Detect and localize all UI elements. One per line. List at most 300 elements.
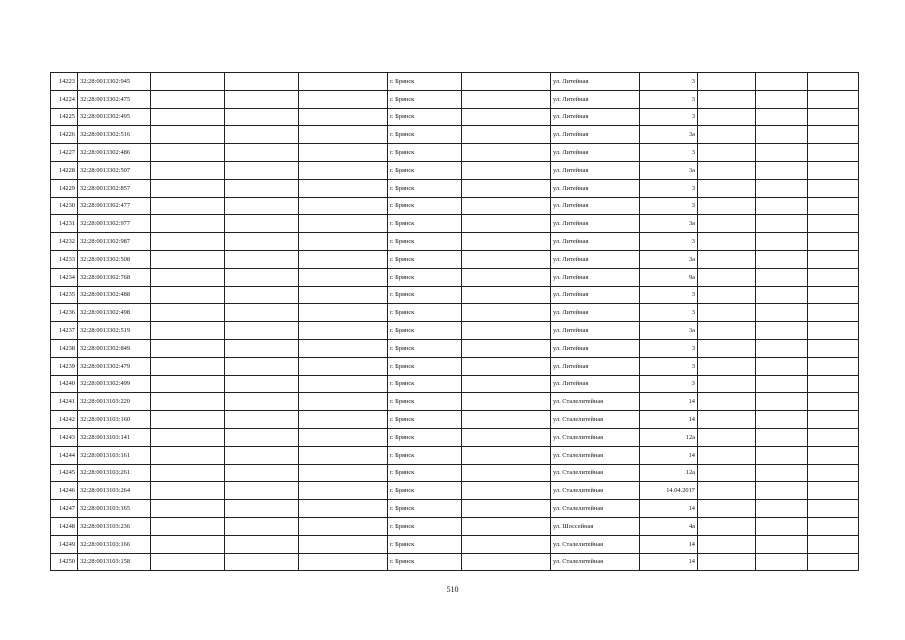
cell-cadastral-number: 32:28:0013302:488 xyxy=(78,286,151,304)
cell-house: 14 xyxy=(640,500,698,518)
cell-house: 3а xyxy=(640,161,698,179)
cell-record-number: 14250 xyxy=(51,553,78,571)
cell-empty xyxy=(756,197,808,215)
cell-empty xyxy=(299,535,388,553)
cell-empty xyxy=(698,339,756,357)
cell-empty xyxy=(756,446,808,464)
cell-empty xyxy=(698,482,756,500)
cell-empty xyxy=(756,428,808,446)
table-row xyxy=(51,215,859,233)
cell-empty xyxy=(299,517,388,535)
cell-city: г. Брянск xyxy=(388,357,462,375)
cell-house: 3 xyxy=(640,73,698,91)
cell-house: 14 xyxy=(640,393,698,411)
table-row xyxy=(51,428,859,446)
cell-record-number: 14239 xyxy=(51,357,78,375)
cell-empty xyxy=(756,375,808,393)
cell-street: ул. Литейная xyxy=(551,144,640,162)
cell-empty xyxy=(462,215,551,233)
cell-house: 14.04.2017 xyxy=(640,482,698,500)
cell-empty xyxy=(225,161,299,179)
cell-empty xyxy=(299,482,388,500)
cell-empty xyxy=(462,108,551,126)
cell-house: 3а xyxy=(640,215,698,233)
cell-street: ул. Литейная xyxy=(551,197,640,215)
cell-city: г. Брянск xyxy=(388,304,462,322)
cell-record-number: 14243 xyxy=(51,428,78,446)
cell-empty xyxy=(698,108,756,126)
cell-record-number: 14247 xyxy=(51,500,78,518)
table-row xyxy=(51,108,859,126)
cell-record-number: 14244 xyxy=(51,446,78,464)
cell-empty xyxy=(698,233,756,251)
cell-empty xyxy=(299,126,388,144)
table-row xyxy=(51,197,859,215)
cell-empty xyxy=(151,144,225,162)
cell-empty xyxy=(698,250,756,268)
cell-empty xyxy=(808,500,859,518)
cell-record-number: 14249 xyxy=(51,535,78,553)
cell-city: г. Брянск xyxy=(388,500,462,518)
cell-empty xyxy=(808,304,859,322)
cell-record-number: 14241 xyxy=(51,393,78,411)
cell-empty xyxy=(151,161,225,179)
cell-empty xyxy=(462,482,551,500)
cell-empty xyxy=(299,161,388,179)
cell-empty xyxy=(151,108,225,126)
cell-empty xyxy=(151,73,225,91)
cell-city: г. Брянск xyxy=(388,464,462,482)
cell-record-number: 14236 xyxy=(51,304,78,322)
cell-record-number: 14237 xyxy=(51,322,78,340)
cell-empty xyxy=(808,108,859,126)
cell-house: 14 xyxy=(640,411,698,429)
cell-house: 3 xyxy=(640,108,698,126)
cell-cadastral-number: 32:28:0013103:236 xyxy=(78,517,151,535)
cell-empty xyxy=(151,90,225,108)
cell-city: г. Брянск xyxy=(388,393,462,411)
cell-street: ул. Литейная xyxy=(551,357,640,375)
cell-empty xyxy=(756,161,808,179)
cell-empty xyxy=(225,517,299,535)
cell-empty xyxy=(756,286,808,304)
table-row xyxy=(51,464,859,482)
cell-empty xyxy=(225,304,299,322)
cell-empty xyxy=(151,322,225,340)
cell-empty xyxy=(225,339,299,357)
cell-cadastral-number: 32:28:0013103:261 xyxy=(78,464,151,482)
cell-empty xyxy=(151,446,225,464)
cell-empty xyxy=(756,553,808,571)
cell-empty xyxy=(462,446,551,464)
cell-empty xyxy=(151,250,225,268)
cell-street: ул. Литейная xyxy=(551,90,640,108)
cell-record-number: 14238 xyxy=(51,339,78,357)
cell-empty xyxy=(698,553,756,571)
cell-empty xyxy=(808,286,859,304)
table-row xyxy=(51,286,859,304)
cell-empty xyxy=(462,233,551,251)
cell-cadastral-number: 32:28:0013302:499 xyxy=(78,375,151,393)
cell-empty xyxy=(756,126,808,144)
table-row xyxy=(51,322,859,340)
cell-record-number: 14226 xyxy=(51,126,78,144)
cell-city: г. Брянск xyxy=(388,108,462,126)
cell-cadastral-number: 32:28:0013302:857 xyxy=(78,179,151,197)
cell-empty xyxy=(756,215,808,233)
table-row xyxy=(51,482,859,500)
cell-street: ул. Литейная xyxy=(551,179,640,197)
table-row xyxy=(51,411,859,429)
cell-empty xyxy=(151,215,225,233)
cell-empty xyxy=(808,375,859,393)
table-row xyxy=(51,357,859,375)
cell-cadastral-number: 32:28:0013302:849 xyxy=(78,339,151,357)
cell-city: г. Брянск xyxy=(388,322,462,340)
cell-house: 14 xyxy=(640,535,698,553)
cell-empty xyxy=(299,108,388,126)
cell-city: г. Брянск xyxy=(388,90,462,108)
cell-empty xyxy=(225,357,299,375)
cell-empty xyxy=(299,179,388,197)
cell-record-number: 14230 xyxy=(51,197,78,215)
cell-house: 3 xyxy=(640,375,698,393)
cell-empty xyxy=(462,322,551,340)
cell-empty xyxy=(299,446,388,464)
cell-empty xyxy=(808,322,859,340)
cell-empty xyxy=(299,375,388,393)
cell-empty xyxy=(299,428,388,446)
cell-empty xyxy=(299,233,388,251)
cell-empty xyxy=(225,446,299,464)
cell-empty xyxy=(756,500,808,518)
cell-empty xyxy=(225,286,299,304)
cell-empty xyxy=(151,428,225,446)
cell-empty xyxy=(756,464,808,482)
cell-street: ул. Сталелитейная xyxy=(551,393,640,411)
cell-empty xyxy=(462,357,551,375)
cell-empty xyxy=(462,339,551,357)
cell-city: г. Брянск xyxy=(388,250,462,268)
cell-street: ул. Литейная xyxy=(551,268,640,286)
cell-empty xyxy=(151,179,225,197)
cell-empty xyxy=(462,535,551,553)
cell-empty xyxy=(151,233,225,251)
cell-street: ул. Литейная xyxy=(551,322,640,340)
cell-house: 3а xyxy=(640,250,698,268)
cell-street: ул. Сталелитейная xyxy=(551,411,640,429)
cell-empty xyxy=(756,144,808,162)
cell-cadastral-number: 32:28:0013103:220 xyxy=(78,393,151,411)
cell-empty xyxy=(462,500,551,518)
cell-empty xyxy=(462,90,551,108)
cell-empty xyxy=(299,339,388,357)
cell-empty xyxy=(808,90,859,108)
cell-record-number: 14227 xyxy=(51,144,78,162)
cell-cadastral-number: 32:28:0013103:264 xyxy=(78,482,151,500)
cell-record-number: 14246 xyxy=(51,482,78,500)
cell-empty xyxy=(151,482,225,500)
cell-city: г. Брянск xyxy=(388,553,462,571)
cell-empty xyxy=(299,322,388,340)
cell-street: ул. Сталелитейная xyxy=(551,500,640,518)
cell-empty xyxy=(225,482,299,500)
cell-empty xyxy=(299,304,388,322)
cell-empty xyxy=(462,428,551,446)
cell-cadastral-number: 32:28:0013103:141 xyxy=(78,428,151,446)
cell-house: 3 xyxy=(640,197,698,215)
table-row xyxy=(51,517,859,535)
cell-house: 3 xyxy=(640,179,698,197)
cell-empty xyxy=(462,286,551,304)
cell-house: 12а xyxy=(640,428,698,446)
table-row xyxy=(51,535,859,553)
cell-house: 3 xyxy=(640,144,698,162)
cell-empty xyxy=(462,126,551,144)
cell-empty xyxy=(225,464,299,482)
cell-city: г. Брянск xyxy=(388,268,462,286)
cell-cadastral-number: 32:28:0013103:166 xyxy=(78,535,151,553)
cell-empty xyxy=(462,411,551,429)
cell-empty xyxy=(698,535,756,553)
cell-record-number: 14234 xyxy=(51,268,78,286)
cell-empty xyxy=(225,90,299,108)
cell-empty xyxy=(225,322,299,340)
cell-house: 12а xyxy=(640,464,698,482)
cell-empty xyxy=(808,339,859,357)
cell-empty xyxy=(808,535,859,553)
cell-street: ул. Литейная xyxy=(551,304,640,322)
cell-empty xyxy=(462,517,551,535)
cell-cadastral-number: 32:28:0013103:158 xyxy=(78,553,151,571)
cell-empty xyxy=(808,357,859,375)
cell-empty xyxy=(808,464,859,482)
cell-empty xyxy=(225,108,299,126)
cell-empty xyxy=(151,500,225,518)
table-row xyxy=(51,553,859,571)
cell-city: г. Брянск xyxy=(388,179,462,197)
cell-empty xyxy=(299,250,388,268)
cell-empty xyxy=(756,179,808,197)
cell-street: ул. Литейная xyxy=(551,339,640,357)
cell-empty xyxy=(698,215,756,233)
cell-street: ул. Литейная xyxy=(551,250,640,268)
table-row xyxy=(51,500,859,518)
cell-empty xyxy=(808,250,859,268)
cell-street: ул. Литейная xyxy=(551,286,640,304)
cell-empty xyxy=(808,215,859,233)
cell-empty xyxy=(756,268,808,286)
cell-house: 3 xyxy=(640,233,698,251)
cell-street: ул. Сталелитейная xyxy=(551,553,640,571)
cell-empty xyxy=(299,268,388,286)
cell-empty xyxy=(462,197,551,215)
cell-street: ул. Литейная xyxy=(551,161,640,179)
cell-cadastral-number: 32:28:0013103:161 xyxy=(78,446,151,464)
cell-empty xyxy=(299,90,388,108)
cell-empty xyxy=(225,411,299,429)
cell-empty xyxy=(698,446,756,464)
cell-city: г. Брянск xyxy=(388,411,462,429)
cell-cadastral-number: 32:28:0013302:508 xyxy=(78,250,151,268)
cell-empty xyxy=(756,90,808,108)
cell-cadastral-number: 32:28:0013302:519 xyxy=(78,322,151,340)
cell-empty xyxy=(698,73,756,91)
cell-empty xyxy=(698,197,756,215)
cell-street: ул. Шоссейная xyxy=(551,517,640,535)
table-row xyxy=(51,250,859,268)
table-row xyxy=(51,144,859,162)
cell-empty xyxy=(756,482,808,500)
cell-empty xyxy=(756,517,808,535)
cell-empty xyxy=(808,268,859,286)
cell-empty xyxy=(225,535,299,553)
cell-empty xyxy=(756,411,808,429)
table-row xyxy=(51,233,859,251)
cell-empty xyxy=(698,375,756,393)
cell-empty xyxy=(808,73,859,91)
cell-empty xyxy=(151,126,225,144)
cell-empty xyxy=(225,233,299,251)
cell-city: г. Брянск xyxy=(388,428,462,446)
cell-empty xyxy=(151,268,225,286)
cell-cadastral-number: 32:28:0013302:498 xyxy=(78,304,151,322)
cell-empty xyxy=(462,73,551,91)
table-row xyxy=(51,339,859,357)
cell-cadastral-number: 32:28:0013302:475 xyxy=(78,90,151,108)
table-row xyxy=(51,304,859,322)
cell-city: г. Брянск xyxy=(388,233,462,251)
cell-empty xyxy=(462,268,551,286)
cell-empty xyxy=(698,126,756,144)
cell-cadastral-number: 32:28:0013302:477 xyxy=(78,197,151,215)
cell-empty xyxy=(698,268,756,286)
cell-empty xyxy=(299,197,388,215)
cell-empty xyxy=(151,517,225,535)
cell-empty xyxy=(698,357,756,375)
cell-record-number: 14248 xyxy=(51,517,78,535)
cell-empty xyxy=(225,144,299,162)
cell-empty xyxy=(698,464,756,482)
cell-record-number: 14229 xyxy=(51,179,78,197)
cell-city: г. Брянск xyxy=(388,482,462,500)
cell-empty xyxy=(462,553,551,571)
cell-empty xyxy=(225,375,299,393)
cell-empty xyxy=(808,161,859,179)
cell-record-number: 14245 xyxy=(51,464,78,482)
cell-cadastral-number: 32:28:0013302:977 xyxy=(78,215,151,233)
cell-record-number: 14232 xyxy=(51,233,78,251)
cell-empty xyxy=(151,411,225,429)
cell-empty xyxy=(151,357,225,375)
cell-street: ул. Литейная xyxy=(551,375,640,393)
cell-empty xyxy=(151,304,225,322)
cell-empty xyxy=(698,161,756,179)
cell-empty xyxy=(225,268,299,286)
cell-city: г. Брянск xyxy=(388,517,462,535)
cell-empty xyxy=(756,535,808,553)
cell-street: ул. Сталелитейная xyxy=(551,446,640,464)
cell-empty xyxy=(225,197,299,215)
cell-empty xyxy=(756,233,808,251)
table-row xyxy=(51,375,859,393)
cell-empty xyxy=(299,73,388,91)
cell-empty xyxy=(698,304,756,322)
cell-street: ул. Литейная xyxy=(551,215,640,233)
cell-house: 3 xyxy=(640,339,698,357)
cell-empty xyxy=(808,179,859,197)
cell-record-number: 14233 xyxy=(51,250,78,268)
cell-empty xyxy=(698,322,756,340)
cell-house: 9а xyxy=(640,268,698,286)
cell-empty xyxy=(151,535,225,553)
cell-house: 4а xyxy=(640,517,698,535)
cell-street: ул. Литейная xyxy=(551,233,640,251)
cell-house: 3 xyxy=(640,304,698,322)
cell-empty xyxy=(808,517,859,535)
cell-empty xyxy=(462,250,551,268)
cell-cadastral-number: 32:28:0013302:987 xyxy=(78,233,151,251)
cell-empty xyxy=(299,553,388,571)
cell-empty xyxy=(808,126,859,144)
cell-street: ул. Литейная xyxy=(551,126,640,144)
cell-cadastral-number: 32:28:0013302:495 xyxy=(78,108,151,126)
cell-empty xyxy=(808,553,859,571)
registry-table xyxy=(50,72,859,571)
cell-city: г. Брянск xyxy=(388,161,462,179)
table-row xyxy=(51,126,859,144)
cell-empty xyxy=(698,517,756,535)
cell-empty xyxy=(299,215,388,233)
cell-empty xyxy=(462,144,551,162)
cell-empty xyxy=(225,428,299,446)
cell-empty xyxy=(698,179,756,197)
cell-empty xyxy=(756,250,808,268)
cell-empty xyxy=(698,286,756,304)
cell-cadastral-number: 32:28:0013302:507 xyxy=(78,161,151,179)
cell-empty xyxy=(225,393,299,411)
cell-empty xyxy=(151,286,225,304)
cell-empty xyxy=(225,500,299,518)
cell-city: г. Брянск xyxy=(388,126,462,144)
cell-cadastral-number: 32:28:0013302:768 xyxy=(78,268,151,286)
cell-empty xyxy=(462,464,551,482)
cell-empty xyxy=(151,339,225,357)
cell-house: 3 xyxy=(640,90,698,108)
cell-empty xyxy=(698,90,756,108)
table-row xyxy=(51,179,859,197)
cell-empty xyxy=(225,250,299,268)
cell-city: г. Брянск xyxy=(388,144,462,162)
cell-house: 3 xyxy=(640,357,698,375)
cell-cadastral-number: 32:28:0013103:165 xyxy=(78,500,151,518)
cell-city: г. Брянск xyxy=(388,375,462,393)
page-number: 510 xyxy=(446,585,459,594)
cell-cadastral-number: 32:28:0013302:479 xyxy=(78,357,151,375)
cell-empty xyxy=(756,322,808,340)
cell-empty xyxy=(462,161,551,179)
cell-street: ул. Сталелитейная xyxy=(551,428,640,446)
cell-empty xyxy=(756,339,808,357)
cell-empty xyxy=(808,411,859,429)
cell-empty xyxy=(808,482,859,500)
cell-empty xyxy=(462,393,551,411)
cell-empty xyxy=(225,179,299,197)
cell-street: ул. Сталелитейная xyxy=(551,464,640,482)
cell-empty xyxy=(698,411,756,429)
cell-empty xyxy=(151,553,225,571)
cell-empty xyxy=(808,446,859,464)
